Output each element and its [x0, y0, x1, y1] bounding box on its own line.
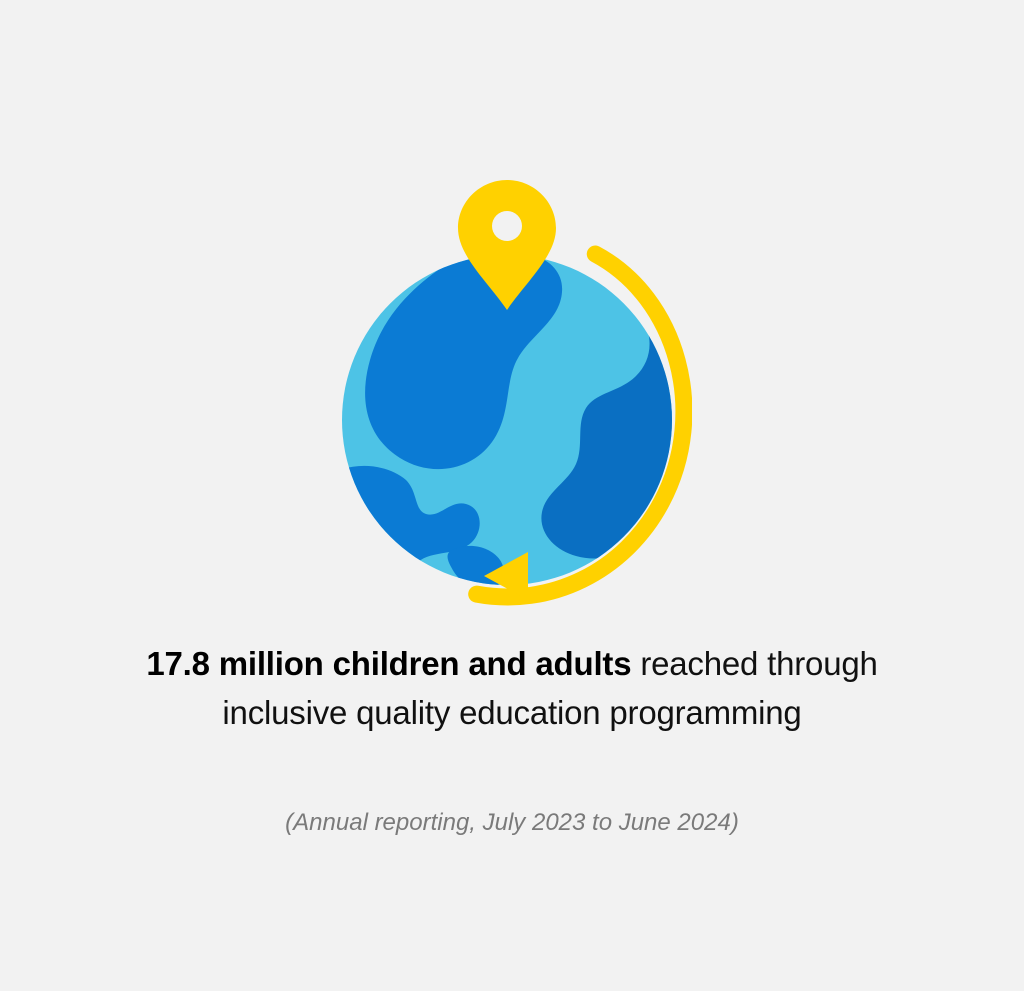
pin-hole: [492, 211, 522, 241]
headline-bold-text: 17.8 million children and adults: [146, 645, 632, 682]
globe-illustration: [332, 170, 692, 620]
globe-with-location-pin-icon: [332, 170, 692, 620]
headline-regular-text: reached through inclusive quality education programming: [222, 645, 878, 731]
reporting-period-note: (Annual reporting, July 2023 to June 2024): [285, 809, 739, 836]
page-title: [112, 640, 912, 737]
